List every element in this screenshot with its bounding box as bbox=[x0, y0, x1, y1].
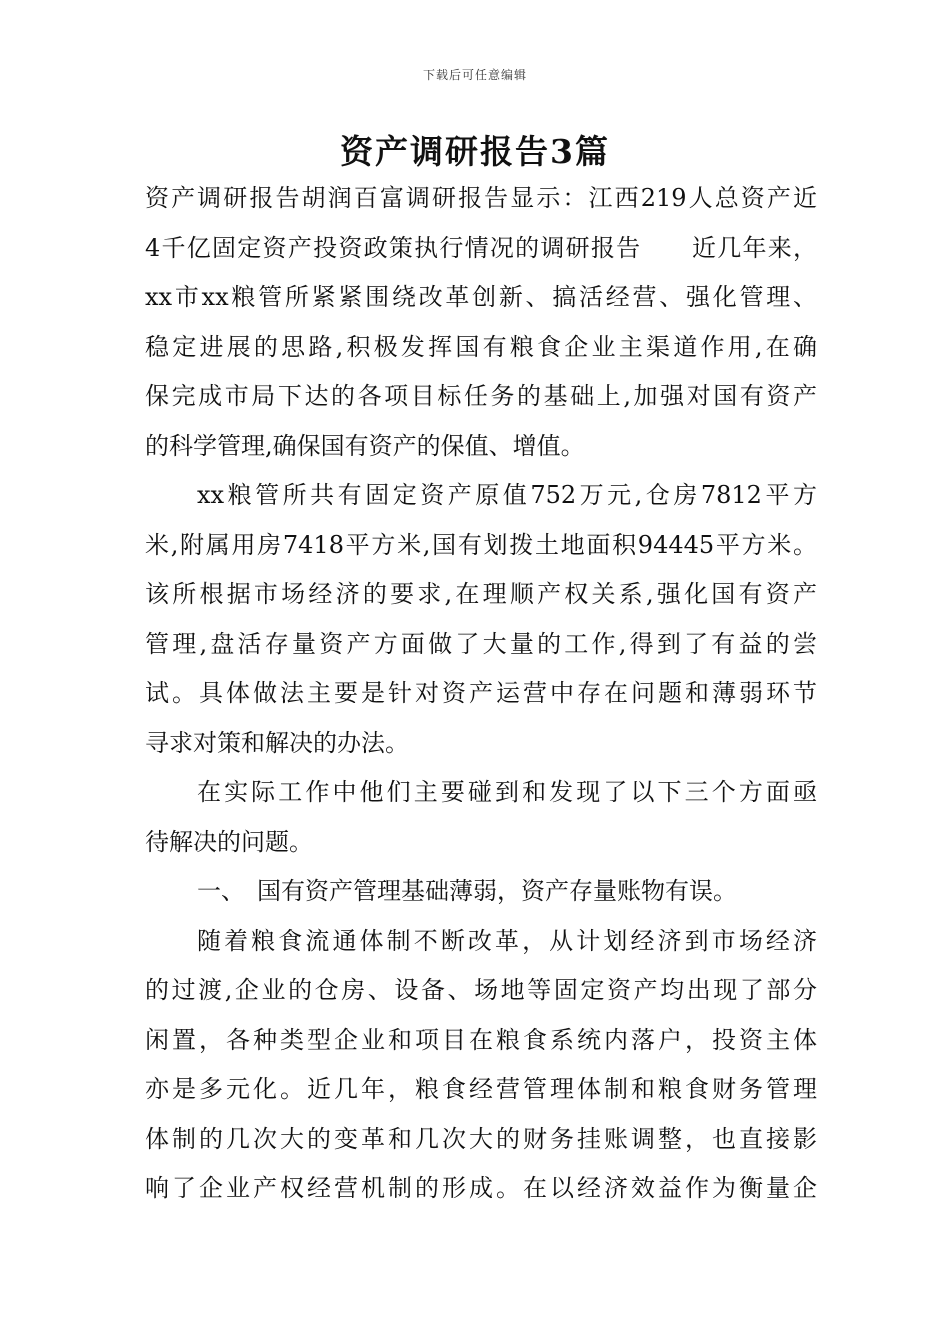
body-line: 资产调研报告胡润百富调研报告显示：江西219人总资产近 bbox=[145, 184, 817, 212]
header-note: 下载后可任意编辑 bbox=[422, 68, 527, 82]
body-line: 随着粮食流通体制不断改革，从计划经济到市场经济 bbox=[197, 926, 817, 955]
document-body bbox=[145, 174, 817, 1214]
body-line: xx粮管所共有固定资产原值752万元,仓房7812平方 bbox=[197, 481, 817, 509]
body-line: 的科学管理,确保国有资产的保值、增值。 bbox=[145, 431, 585, 460]
body-line: 管理,盘活存量资产方面做了大量的工作,得到了有益的尝 bbox=[145, 629, 817, 658]
document-title: 资产调研报告3篇 bbox=[340, 132, 610, 171]
body-line: 闲置，各种类型企业和项目在粮食系统内落户，投资主体 bbox=[145, 1025, 817, 1054]
body-line: 待解决的问题。 bbox=[145, 827, 313, 856]
body-line: 的过渡,企业的仓房、设备、场地等固定资产均出现了部分 bbox=[145, 976, 817, 1004]
body-line: 体制的几次大的变革和几次大的财务挂账调整，也直接影 bbox=[145, 1124, 817, 1153]
body-line: 亦是多元化。近几年，粮食经营管理体制和粮食财务管理 bbox=[145, 1075, 817, 1103]
body-line: 4千亿固定资产投资政策执行情况的调研报告 近几年来， bbox=[145, 233, 817, 262]
body-line: 保完成市局下达的各项目标任务的基础上,加强对国有资产 bbox=[145, 382, 817, 410]
body-line: xx市xx粮管所紧紧围绕改革创新、搞活经营、强化管理、 bbox=[145, 283, 817, 311]
body-line: 稳定进展的思路,积极发挥国有粮食企业主渠道作用,在确 bbox=[145, 332, 817, 361]
body-line: 寻求对策和解决的办法。 bbox=[145, 728, 409, 757]
body-line: 在实际工作中他们主要碰到和发现了以下三个方面亟 bbox=[197, 778, 817, 806]
body-line: 响了企业产权经营机制的形成。在以经济效益作为衡量企 bbox=[145, 1174, 817, 1202]
body-line: 米,附属用房7418平方米,国有划拨土地面积94445平方米。 bbox=[145, 530, 817, 559]
section-heading: 一、 国有资产管理基础薄弱，资产存量账物有误。 bbox=[197, 877, 737, 905]
body-line: 该所根据市场经济的要求,在理顺产权关系,强化国有资产 bbox=[145, 580, 817, 608]
body-line: 试。具体做法主要是针对资产运营中存在问题和薄弱环节 bbox=[145, 679, 817, 707]
